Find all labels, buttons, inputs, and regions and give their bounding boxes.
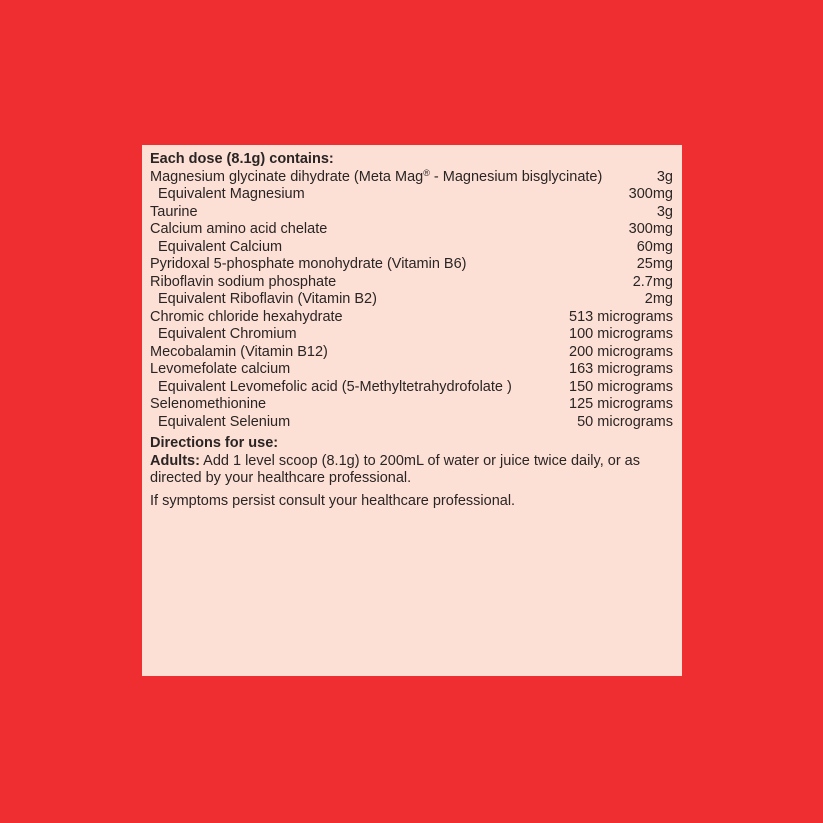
- ingredient-amount: 513 micrograms: [569, 308, 673, 325]
- ingredient-name: Equivalent Riboflavin (Vitamin B2): [158, 291, 377, 307]
- ingredient-amount: 125 micrograms: [569, 396, 673, 412]
- ingredient-row: [150, 396, 673, 414]
- ingredient-amount: 150 micrograms: [569, 378, 673, 395]
- ingredient-amount: 300mg: [628, 221, 673, 237]
- ingredient-sub-row: [150, 239, 673, 257]
- ingredient-sub-row: [150, 414, 673, 432]
- ingredient-amount: 3g: [656, 168, 673, 185]
- directions-text: [150, 453, 673, 488]
- ingredient-row: [150, 169, 673, 187]
- directions-heading: Directions for use:: [150, 435, 279, 451]
- ingredient-amount: 300mg: [628, 186, 673, 202]
- ingredient-row: [150, 361, 673, 379]
- ingredient-row: [150, 204, 673, 222]
- ingredient-row: [150, 221, 673, 239]
- ingredient-sub-row: [150, 291, 673, 309]
- ingredient-amount: 60mg: [636, 238, 673, 255]
- ingredient-amount: 50 micrograms: [577, 413, 673, 430]
- ingredient-amount: 25mg: [636, 256, 673, 272]
- ingredient-name: Calcium amino acid chelate: [150, 221, 328, 237]
- ingredient-name: Mecobalamin (Vitamin B12): [150, 343, 328, 360]
- ingredient-name: Taurine: [150, 203, 198, 220]
- ingredient-row: [150, 256, 673, 274]
- ingredient-sub-row: [150, 186, 673, 204]
- ingredient-name: Equivalent Calcium: [158, 238, 283, 255]
- supplement-label-panel: [142, 145, 682, 676]
- ingredient-name-part: Magnesium glycinate dihydrate (Meta Mag: [150, 168, 424, 185]
- ingredient-name: Riboflavin sodium phosphate: [150, 273, 337, 290]
- ingredient-name: Pyridoxal 5-phosphate monohydrate (Vitamin B6): [150, 256, 467, 272]
- ingredient-row: [150, 274, 673, 292]
- ingredient-name: Chromic chloride hexahydrate: [150, 308, 343, 325]
- adults-instructions: Add 1 level scoop (8.1g) to 200mL of water or juice twice daily, or as directed by your healthcare professional.: [150, 452, 640, 486]
- ingredient-name: Equivalent Levomefolic acid (5-Methyltetrahydrofolate ): [158, 378, 512, 395]
- ingredient-name: Selenomethionine: [150, 396, 267, 412]
- ingredient-row: [150, 309, 673, 327]
- ingredient-sub-row: [150, 326, 673, 344]
- adults-label: Adults:: [150, 452, 200, 469]
- ingredient-name: Equivalent Chromium: [158, 326, 297, 342]
- ingredient-sub-row: [150, 379, 673, 397]
- ingredient-name: Equivalent Selenium: [158, 413, 291, 430]
- dose-heading: Each dose (8.1g) contains:: [150, 151, 334, 167]
- ingredient-amount: 100 micrograms: [569, 326, 673, 342]
- ingredient-list: [150, 169, 673, 432]
- ingredient-amount: 2.7mg: [632, 273, 673, 290]
- ingredient-name: [150, 169, 602, 187]
- ingredient-amount: 2mg: [644, 291, 673, 307]
- ingredient-name-part: - Magnesium bisglycinate): [429, 168, 603, 185]
- ingredient-name: Levomefolate calcium: [150, 361, 291, 377]
- registered-trademark-mark: ®: [423, 167, 430, 178]
- warning-text: If symptoms persist consult your healthcare professional.: [150, 492, 516, 509]
- ingredient-row: [150, 344, 673, 362]
- ingredient-amount: 3g: [656, 203, 673, 220]
- ingredient-amount: 163 micrograms: [569, 361, 673, 377]
- ingredient-name: Equivalent Magnesium: [158, 186, 305, 202]
- ingredient-amount: 200 micrograms: [569, 343, 673, 360]
